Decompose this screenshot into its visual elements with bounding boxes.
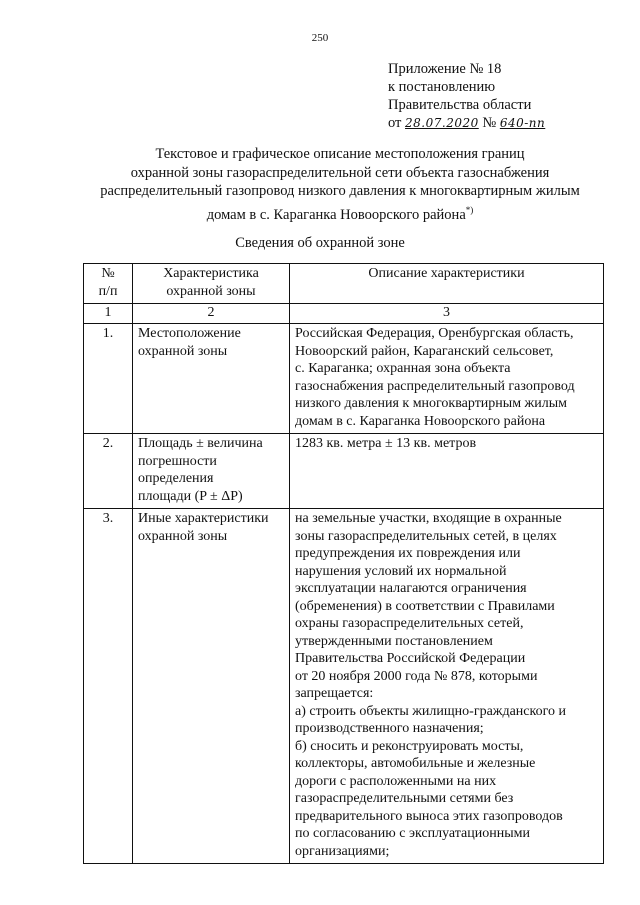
desc-line: Новоорский район, Караганский сельсовет, — [295, 343, 554, 359]
title-line: Текстовое и графическое описание местоположения границ — [155, 146, 525, 162]
desc-line: домам в с. Караганка Новоорского района — [295, 413, 546, 429]
desc-line: предварительного выноса этих газопроводов — [295, 808, 563, 824]
desc-line: Правительства Российской Федерации — [295, 651, 526, 666]
char-line: Местоположение — [138, 326, 241, 341]
desc-line: эксплуатации налагаются ограничения — [295, 581, 527, 596]
index-cell: 2 — [133, 304, 290, 324]
header-char-line: Характеристика — [163, 266, 259, 281]
header-num — [84, 264, 133, 304]
row-characteristic — [133, 509, 290, 864]
char-line: погрешности — [138, 453, 217, 469]
desc-line: на земельные участки, входящие в охранные — [295, 511, 562, 526]
title-line: охранной зоны газораспределительной сети объекта газоснабжения — [130, 164, 550, 181]
header-description: Описание характеристики — [290, 264, 604, 304]
page-number: 250 — [311, 32, 329, 44]
desc-line: (обременения) в соответствии с Правилами — [295, 598, 555, 614]
document-title — [70, 145, 610, 224]
table-row — [84, 324, 604, 434]
row-description — [290, 324, 604, 434]
desc-line: с. Караганка; охранная зона объекта — [295, 361, 511, 376]
desc-line: газоснабжения распределительный газопровод — [295, 378, 575, 394]
desc-line: производственного назначения; — [295, 721, 484, 736]
from-label: от — [388, 115, 402, 131]
char-line: охранной зоны — [138, 343, 228, 359]
decree-number: 640-пп — [499, 116, 546, 130]
row-number: 3. — [84, 509, 133, 864]
table-index-row — [84, 304, 604, 324]
footnote-mark: *) — [465, 204, 474, 215]
header-num-line: п/п — [98, 283, 118, 299]
appendix-block — [388, 60, 618, 132]
desc-line: а) строить объекты жилищно-гражданского и — [295, 703, 566, 719]
row-characteristic — [133, 434, 290, 509]
title-line: распределительный газопровод низкого давления к многоквартирным жилым — [100, 183, 580, 199]
desc-line: по согласованию с эксплуатационными — [295, 826, 530, 841]
desc-line: предупреждения их повреждения или — [295, 546, 521, 561]
desc-line: низкого давления к многоквартирным жилым — [295, 396, 567, 411]
table-row — [84, 509, 604, 864]
row-characteristic — [133, 324, 290, 434]
title-line-text: домам в с. Караганка Новоорского района — [206, 206, 466, 223]
header-characteristic — [133, 264, 290, 304]
appendix-ref: к постановлению — [388, 79, 496, 95]
char-line: площади (P ± ΔP) — [138, 488, 243, 504]
desc-line: газораспределительными сетями без — [295, 791, 514, 806]
table-row — [84, 434, 604, 509]
desc-line: утвержденными постановлением — [295, 633, 493, 649]
header-char-line: охранной зоны — [166, 283, 256, 299]
zone-info-table — [83, 263, 604, 864]
char-line: Иные характеристики — [138, 511, 269, 526]
desc-line: от 20 ноября 2000 года № 878, которыми — [295, 668, 538, 684]
desc-line: Российская Федерация, Оренбургская область, — [295, 326, 574, 341]
header-num-line: № — [101, 266, 115, 281]
appendix-date-line — [388, 114, 618, 132]
desc-line: запрещается: — [295, 686, 374, 701]
section-subtitle: Сведения об охранной зоне — [235, 235, 405, 251]
desc-line: нарушения условий их нормальной — [295, 563, 507, 579]
desc-line: коллекторы, автомобильные и железные — [295, 756, 536, 771]
char-line: охранной зоны — [138, 528, 228, 544]
appendix-authority: Правительства области — [388, 97, 532, 113]
index-cell: 1 — [84, 304, 133, 324]
char-line: определения — [138, 471, 214, 486]
desc-line: охраны газораспределительных сетей, — [295, 616, 524, 631]
desc-line: дороги с расположенными на них — [295, 773, 497, 789]
desc-line: зоны газораспределительных сетей, в целях — [295, 528, 557, 544]
desc-line: 1283 кв. метра ± 13 кв. метров — [295, 436, 477, 451]
row-description — [290, 434, 604, 509]
row-description — [290, 509, 604, 864]
appendix-title: Приложение № 18 — [388, 61, 502, 77]
decree-date: 28.07.2020 — [405, 116, 479, 130]
row-number: 2. — [84, 434, 133, 509]
desc-line: организациями; — [295, 843, 390, 859]
char-line: Площадь ± величина — [138, 436, 263, 451]
row-number: 1. — [84, 324, 133, 434]
index-cell: 3 — [290, 304, 604, 324]
desc-line: б) сносить и реконструировать мосты, — [295, 738, 524, 754]
table-header-row — [84, 264, 604, 304]
title-line — [70, 201, 610, 224]
number-label: № — [482, 115, 497, 131]
